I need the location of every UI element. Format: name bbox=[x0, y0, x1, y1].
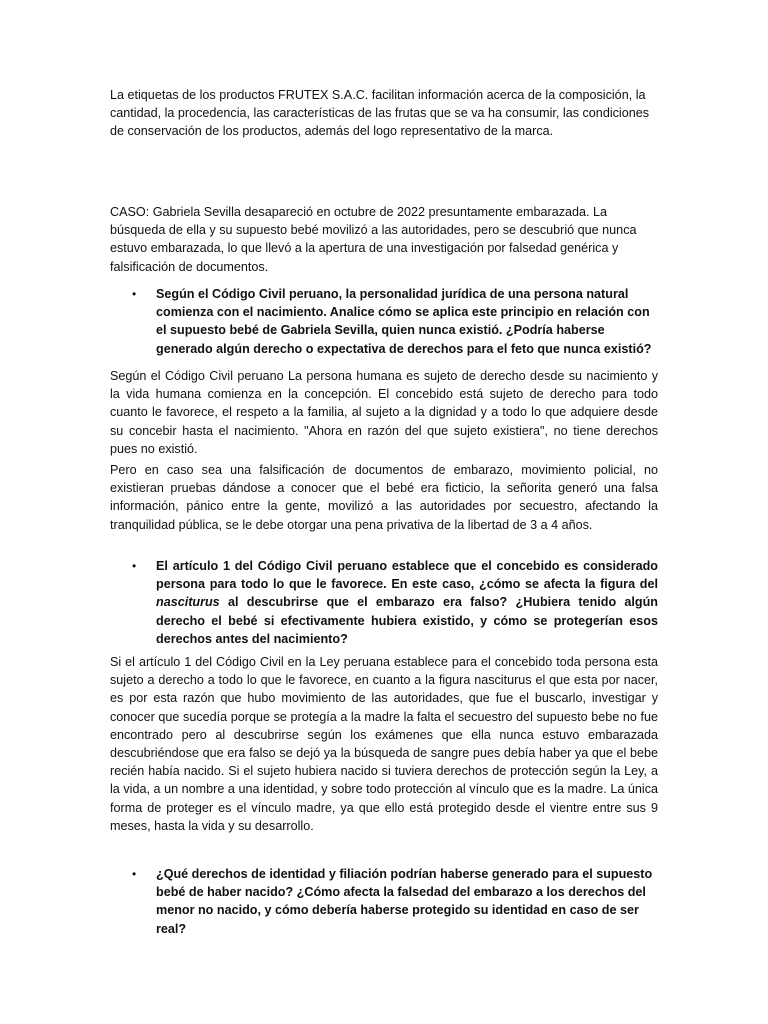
question-1: Según el Código Civil peruano, la personalidad jurídica de una persona natural comienza con el nacimiento. Analice cómo se aplica este principio en relación con el supuesto bebé de Gabriela Sevilla, quien nunca existió. ¿Podría haberse generado algún derecho o expectativa de derechos para el feto que nunca existió? bbox=[156, 287, 652, 356]
answer-2-paragraph: Si el artículo 1 del Código Civil en la Ley peruana establece para el concebido toda persona esta sujeto a derecho a todo lo que le favorece, en cuanto a la figura nasciturus el que esta por nacer, es por esta razón que hubo movimiento de las autoridades, que fue el buscarlo, investigar y conocer que sucedía porque se protegía a la madre la falta el secuestro del supuesto bebe no fue encontrado pero al descubrirse según los exámenes que ella nunca estuvo embarazada descubriéndose que era falso se dejó ya la búsqueda de sangre pues debía haber ya que el bebe recién había nacido. Si el sujeto hubiera nacido si tuviera derechos de protección según la Ley, a la vida, a un nombre a una identidad, y sobre todo protección al vínculo que es la madre. La única forma de proteger es el vínculo madre, ya que ello está protegido desde el vientre entre sus 9 meses, hasta la vida y su desarrollo. bbox=[110, 655, 658, 833]
bullet-2: • bbox=[132, 559, 137, 573]
answer-1-paragraph-2: Pero en caso sea una falsificación de documentos de embarazo, movimiento policial, no existieran pruebas dándose a conocer que el bebé era ficticio, la señorita generó una falsa información, pánico entre la gente, movilizó a las autoridades por secuestro, afectando la tranquilidad pública, se le debe otorgar una pena privativa de la libertad de 3 a 4 años. bbox=[110, 463, 658, 532]
question-2-part-a: El artículo 1 del Código Civil peruano establece que el concebido es considerado persona para todo lo que le favorece. En este caso, ¿cómo se afecta la figura del bbox=[156, 559, 658, 592]
question-2-part-b: al descubrirse que el embarazo era falso? ¿Hubiera tenido algún derecho el bebé si efectivamente hubiera existido, y cómo se protegerían esos derechos antes del nacimiento? bbox=[156, 595, 658, 646]
bullet-3: • bbox=[132, 867, 137, 881]
intro-paragraph: La etiquetas de los productos FRUTEX S.A.C. facilitan información acerca de la composición, la cantidad, la procedencia, las características de las frutas que se va ha consumir, las condiciones de conservación de los productos, además del logo representativo de la marca. bbox=[110, 88, 650, 139]
question-3: ¿Qué derechos de identidad y filiación podrían haberse generado para el supuesto bebé de haber nacido? ¿Cómo afecta la falsedad del embarazo a los derechos del menor no nacido, y cómo debería haberse protegido su identidad en caso de ser real? bbox=[156, 867, 653, 936]
case-paragraph: CASO: Gabriela Sevilla desapareció en octubre de 2022 presuntamente embarazada. La búsqueda de ella y su supuesto bebé movilizó a las autoridades, pero se descubrió que nunca estuvo embarazada, lo que llevó a la apertura de una investigación por falsedad genérica y falsificación de documentos. bbox=[110, 205, 637, 274]
question-2-nasciturus: nasciturus bbox=[156, 595, 220, 610]
answer-1-paragraph-1: Según el Código Civil peruano La persona humana es sujeto de derecho desde su nacimiento y la vida humana comienza en la concepción. El concebido está sujeto de derecho para todo cuanto le favorece, el respeto a la familia, al sujeto a la dignidad y a todo lo que adquiere desde su concebir hasta el nacimiento. "Ahora en razón del que sujeto existiera", no tiene derechos pues no existió. bbox=[110, 369, 658, 456]
question-2 bbox=[156, 557, 658, 648]
bullet-1: • bbox=[132, 287, 137, 301]
